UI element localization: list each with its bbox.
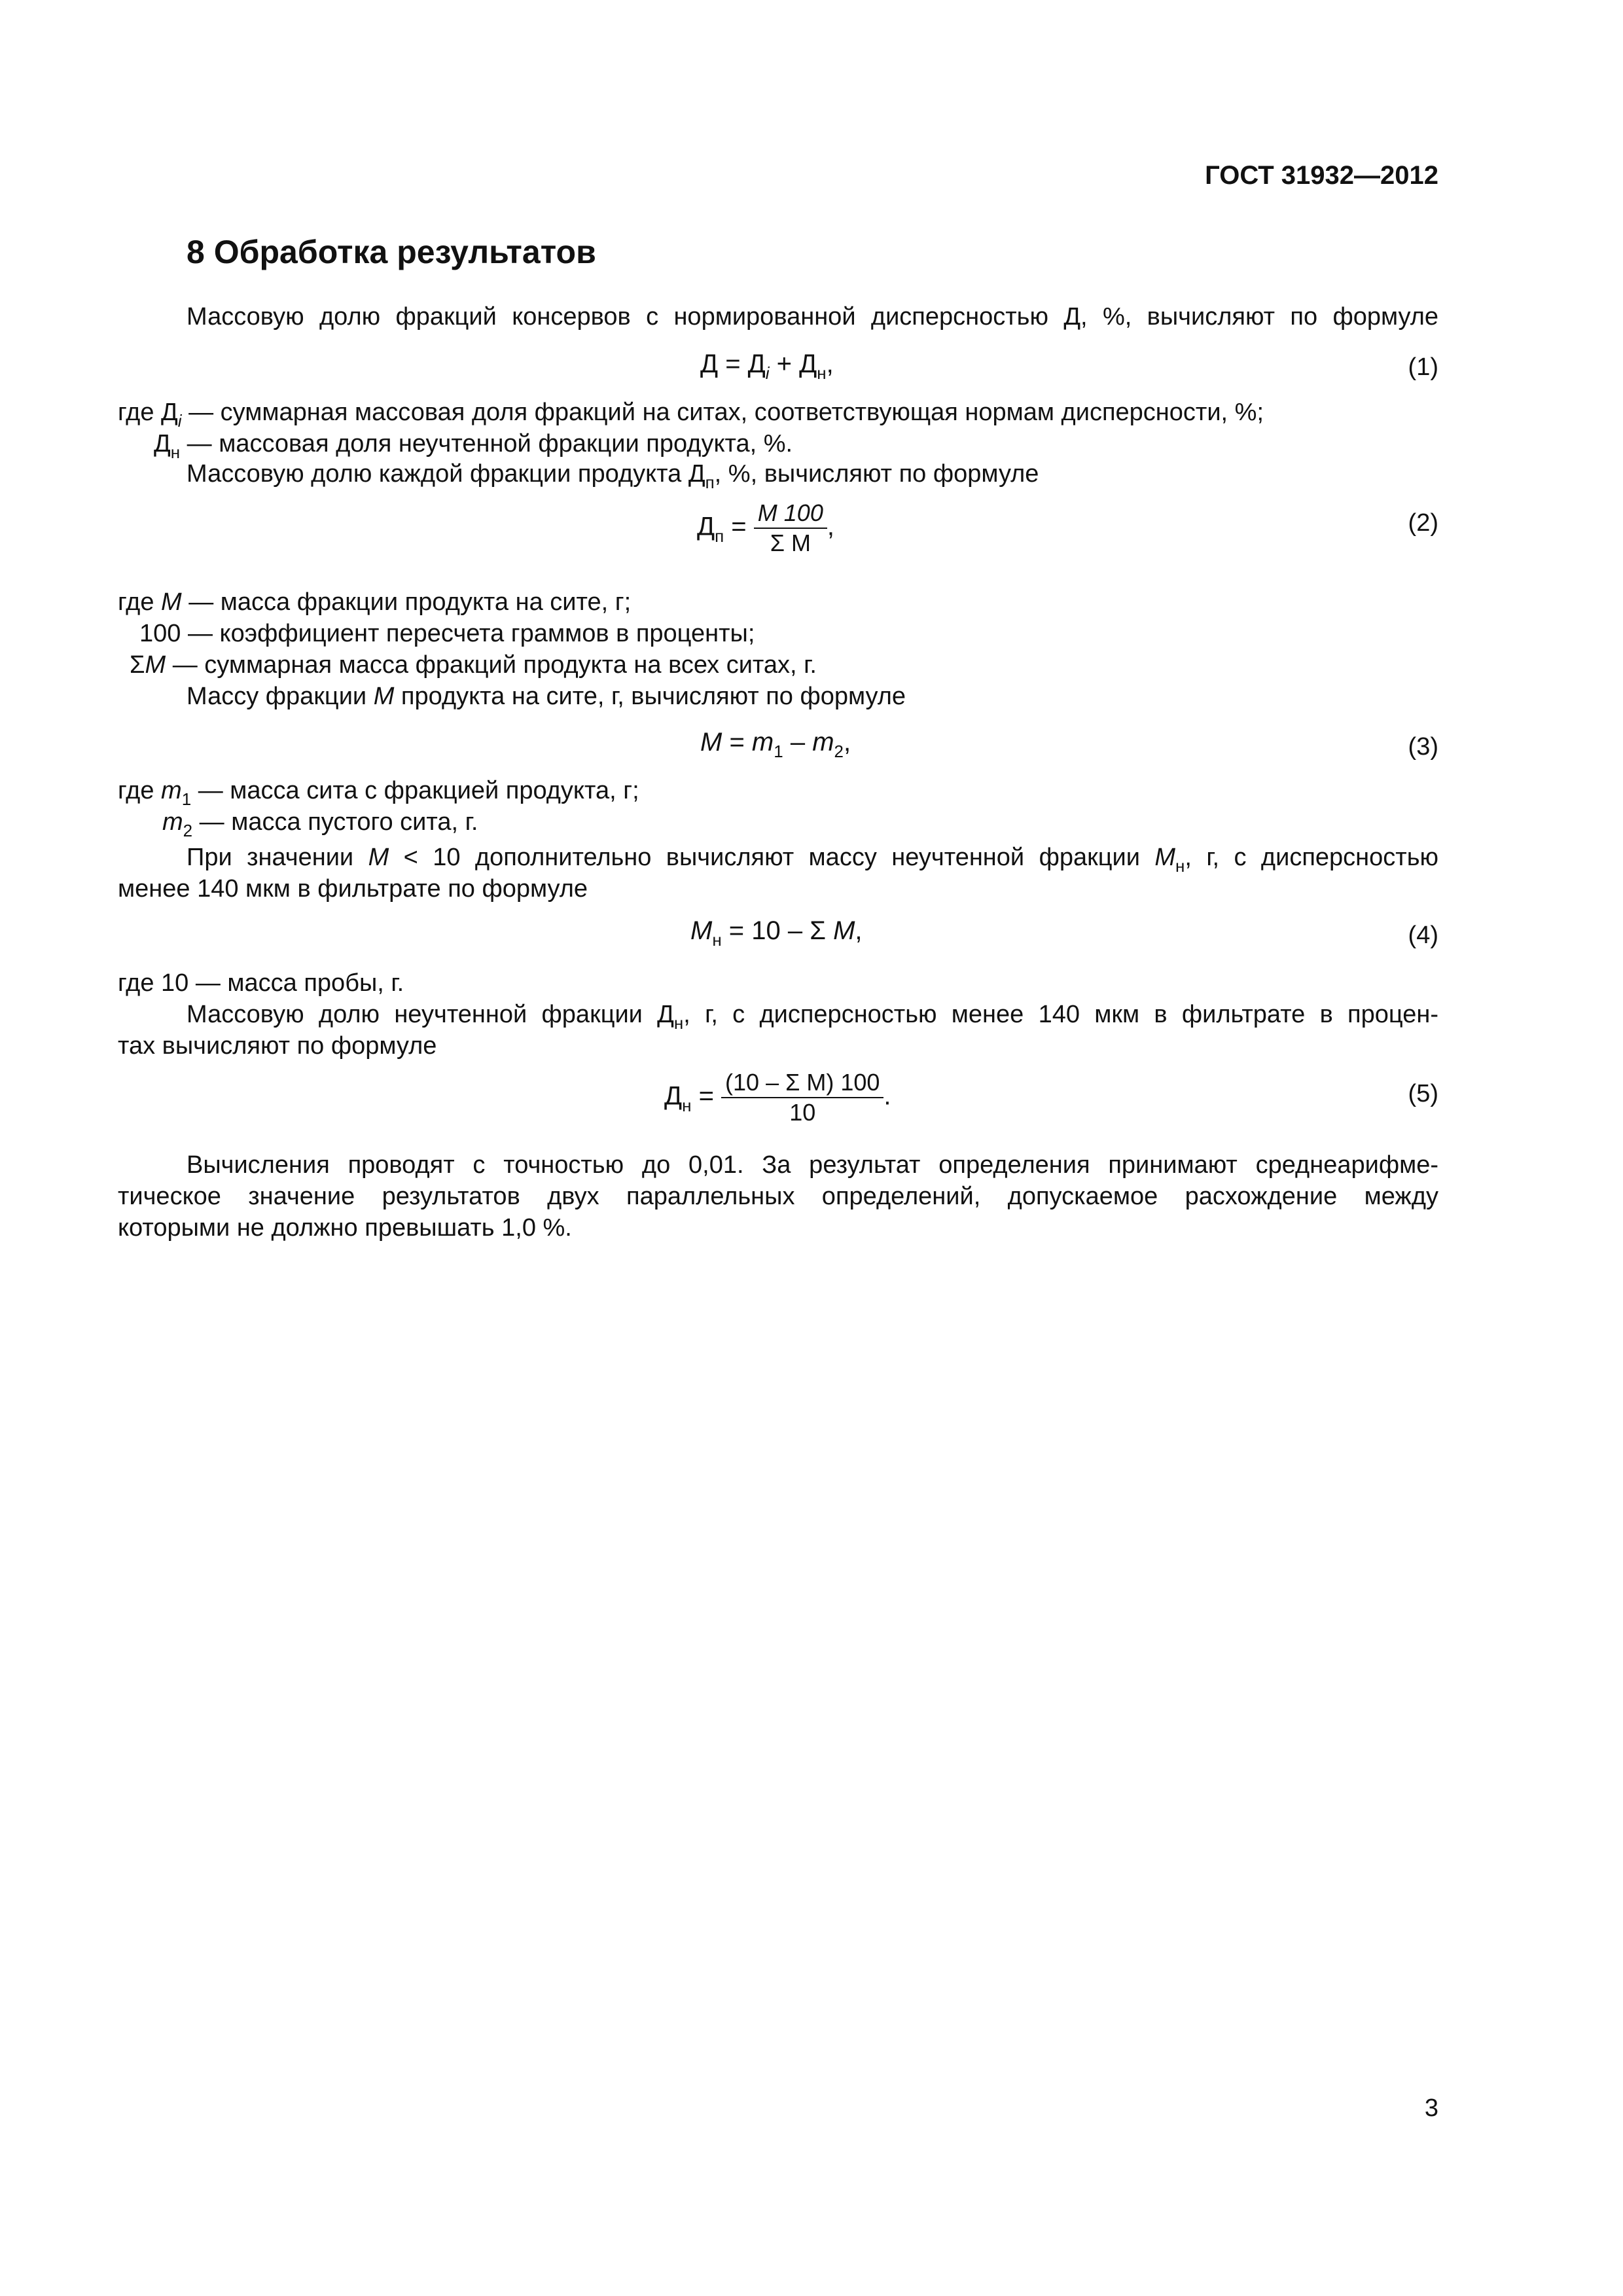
page-number: 3 xyxy=(1424,2094,1438,2122)
where-1-line-2: $Д_н$ — массовая доля неучтенной фракции продукта, %. xyxy=(154,430,793,462)
where-3-line-2: $m_2$ — масса пустого сита, г. xyxy=(162,808,478,840)
equation-1-number: (1) xyxy=(1408,353,1438,381)
paragraph-3: Массу фракции M продукта на сите, г, вычисляют по формуле xyxy=(187,683,906,710)
section-title: 8 Обработка результатов xyxy=(187,234,596,270)
where-2-line-1: где M — масса фракции продукта на сите, г; xyxy=(118,588,632,616)
where-2-line-3: ΣM — суммарная масса фракций продукта на всех ситах, г. xyxy=(130,651,817,679)
document-id: ГОСТ 31932—2012 xyxy=(1205,161,1438,190)
where-4: где 10 — масса пробы, г. xyxy=(118,969,404,997)
paragraph-5-line-1: Массовую долю неучтенной фракции $Д_н$, г, с дисперсностью менее 140 мкм в фильтрате в процен- xyxy=(187,1001,1438,1033)
equation-1: $Д = Д_i + Д_н$, xyxy=(700,350,834,383)
paragraph-2: Массовую долю каждой фракции продукта $Д_п$, %, вычисляют по формуле xyxy=(187,460,1039,492)
equation-4-number: (4) xyxy=(1408,922,1438,949)
equation-5-number: (5) xyxy=(1408,1080,1438,1107)
paragraph-1: Массовую долю фракций консервов с нормированной дисперсностью Д, %, вычисляют по формуле xyxy=(187,303,1438,331)
paragraph-4-line-1: При значении M < 10 дополнительно вычисляют массу неучтенной фракции $M_н$, г, с дисперсностью xyxy=(187,844,1438,876)
equation-2-fraction: $\frac{M 100}{\text{Σ M}}$ xyxy=(754,499,827,558)
equation-2-number: (2) xyxy=(1408,509,1438,537)
equation-5: $Д_н$ = $\frac{\text{(10 – Σ M) 100}}{10}$ . xyxy=(664,1069,891,1126)
where-2-line-2: 100 — коэффициент пересчета граммов в проценты; xyxy=(139,620,755,647)
where-3-line-1: где $m_1$ — масса сита с фракцией продукта, г; xyxy=(118,777,639,809)
equation-5-fraction: $\frac{\text{(10 – Σ M) 100}}{10}$ xyxy=(721,1068,883,1127)
paragraph-6-line-2: тическое значение результатов двух параллельных определений, допускаемое расхождение между xyxy=(118,1183,1438,1210)
paragraph-4-line-2: менее 140 мкм в фильтрате по формуле xyxy=(118,875,588,903)
equation-2: $Д_п$ = $\frac{M 100}{\text{Σ M}}$ , xyxy=(697,499,834,556)
equation-3-number: (3) xyxy=(1408,733,1438,761)
equation-3: $M = m_1 - m_2$, xyxy=(700,728,851,761)
paragraph-5-line-2: тах вычисляют по формуле xyxy=(118,1032,437,1060)
paragraph-6-line-3: которыми не должно превышать 1,0 %. xyxy=(118,1214,572,1242)
paragraph-6-line-1: Вычисления проводят с точностью до 0,01. За результат определения принимают среднеарифме- xyxy=(187,1151,1438,1179)
equation-4: $M_н = 10 - \Sigma$ M, xyxy=(690,916,863,950)
where-1-line-1: где $Д_i$ — суммарная массовая доля фракций на ситах, соответствующая нормам дисперсности, %; xyxy=(118,399,1264,431)
